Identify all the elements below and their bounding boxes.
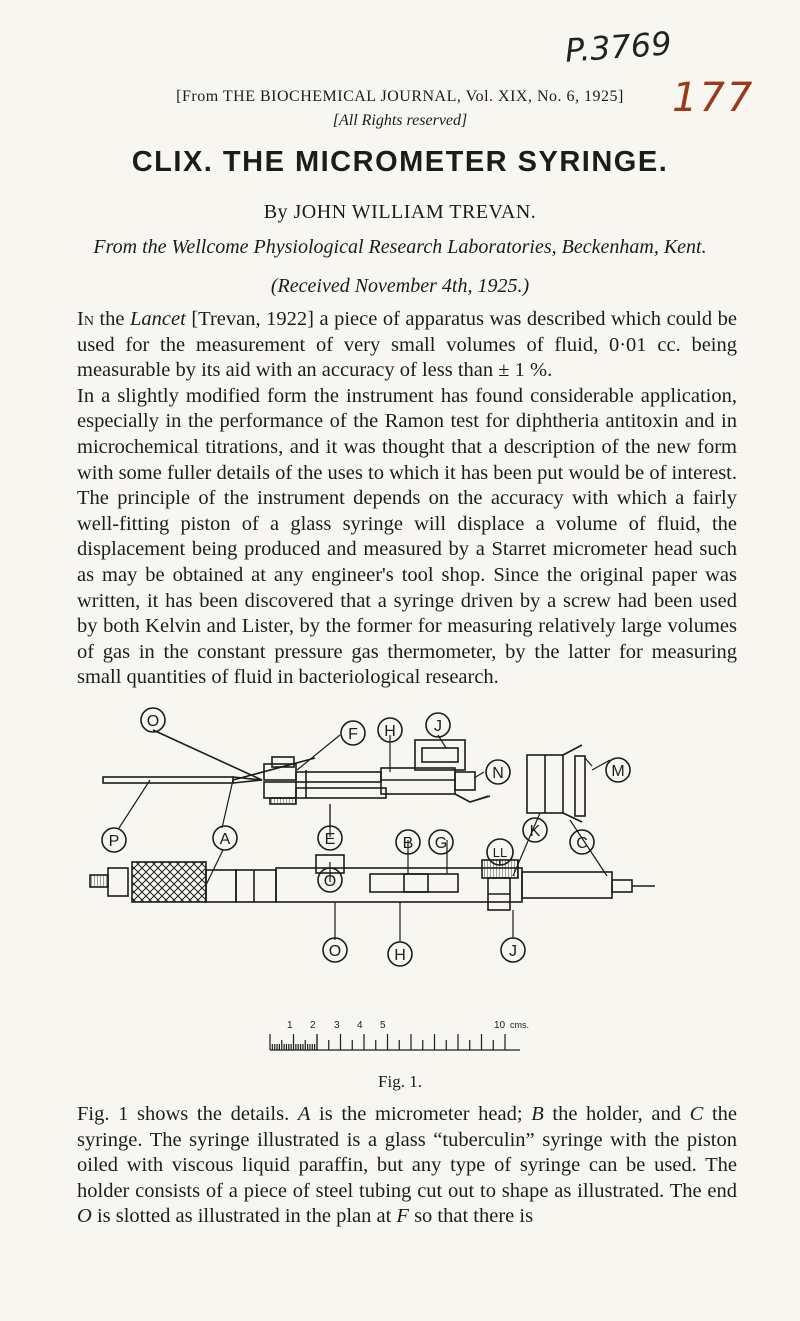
svg-text:K: K <box>529 823 541 840</box>
scale-end-label: 10 <box>494 1020 506 1031</box>
svg-text:M: M <box>611 763 625 780</box>
syringe-diagram <box>70 700 730 1070</box>
scale-bar <box>270 1020 529 1050</box>
handwritten-reference: P.3769 <box>563 24 673 70</box>
svg-text:LL: LL <box>492 845 508 860</box>
svg-text:O: O <box>146 713 160 730</box>
scale-tick-label: 3 <box>334 1020 340 1031</box>
part-ref: B <box>531 1103 544 1125</box>
text-run: is slotted as illustrated in the plan at <box>91 1205 397 1228</box>
paragraph-2 <box>77 1102 737 1230</box>
svg-text:F: F <box>348 726 358 743</box>
text-run: [Trevan, 1922] a piece of apparatus was described which could be used for the measurement of very small volumes of fluid, 0·01 cc. being measurable by its aid with an accuracy of less than ± 1 %. <box>77 308 737 382</box>
svg-text:H: H <box>384 723 396 740</box>
figure-caption: Fig. 1. <box>378 1072 422 1091</box>
part-ref: O <box>77 1205 92 1228</box>
scale-tick-label: 2 <box>310 1020 316 1031</box>
lead-word: In <box>77 308 94 330</box>
label-H-bottom <box>388 942 412 966</box>
scale-tick-label: 4 <box>357 1020 363 1031</box>
label-N <box>486 760 510 784</box>
svg-text:O: O <box>323 873 337 890</box>
svg-text:P: P <box>108 833 120 850</box>
label-P <box>102 828 126 852</box>
svg-text:O: O <box>328 943 342 960</box>
svg-text:J: J <box>434 718 442 735</box>
side-leaders <box>206 804 513 942</box>
label-M <box>606 758 630 782</box>
label-H-top <box>378 718 402 742</box>
svg-text:E: E <box>324 831 336 848</box>
label-J-bottom <box>501 938 525 962</box>
journal-name: Lancet <box>130 308 186 330</box>
part-ref: F <box>396 1205 409 1228</box>
text-run: the holder, and <box>543 1103 690 1125</box>
svg-text:J: J <box>509 943 517 960</box>
text-run: the syringe. The syringe illustrated is a glass “tuberculin” syringe with the piston oiled with viscous liquid paraffin, but any type of syringe can be used. The holder consists of a piece of steel tubing cut out to shape as illustrated. The end <box>77 1103 737 1202</box>
journal-source: [From THE BIOCHEMICAL JOURNAL, Vol. XIX, No. 6, 1925] <box>176 88 624 105</box>
plan-view <box>103 712 585 822</box>
svg-text:N: N <box>492 765 504 782</box>
label-B <box>396 830 420 854</box>
label-O-top <box>141 708 165 732</box>
affiliation-line: From the Wellcome Physiological Research Laboratories, Beckenham, Kent. <box>93 236 707 258</box>
label-C <box>570 830 594 854</box>
label-J-top <box>426 713 450 737</box>
text-run: the <box>93 308 131 330</box>
label-G <box>429 830 453 854</box>
svg-text:A: A <box>219 831 231 848</box>
received-date: (Received November 4th, 1925.) <box>270 275 530 297</box>
article-title: CLIX. THE MICROMETER SYRINGE. <box>131 146 669 178</box>
scale-unit: cms. <box>510 1020 529 1030</box>
text-run: so that there is <box>408 1205 534 1228</box>
side-view <box>90 855 655 910</box>
rights-notice: [All Rights reserved] <box>332 112 468 129</box>
scale-tick-label: 1 <box>287 1020 293 1031</box>
label-A <box>213 826 237 850</box>
part-ref: A <box>297 1103 311 1125</box>
svg-text:B: B <box>402 835 414 852</box>
plan-leaders <box>119 735 610 876</box>
label-F <box>341 721 365 745</box>
svg-text:H: H <box>394 947 406 964</box>
handwritten-number: 177 <box>672 75 755 121</box>
text-run: is the micrometer head; <box>310 1103 532 1125</box>
paragraph-1 <box>77 307 737 691</box>
text-run: Fig. 1 shows the details. <box>77 1103 298 1125</box>
label-O-bottom <box>323 938 347 962</box>
scale-tick-label: 5 <box>380 1020 386 1031</box>
author-line: By JOHN WILLIAM TREVAN. <box>263 201 537 223</box>
text-run: In a slightly modified form the instrument has found considerable application, especially in the performance of the Ramon test for diphtheria antitoxin and in microchemical titrations, and it was thought that a description of the new form with some fuller details of the uses to which it has been put would be of interest. The principle of the instrument depends on the accuracy with which a fairly well-fitting piston of a glass syringe will displace a volume of fluid, the displacement being produced and measured by a Starret micrometer head such as may be obtained at any engineer's tool shop. Since the original paper was written, it has been discovered that a syringe driven by a screw had been used by both Kelvin and Lister, by the former for measuring relatively large volumes of gas in the constant pressure gas thermometer, by the latter for measuring small quantities of fluid in bacteriological research. <box>77 384 737 689</box>
label-K <box>523 818 547 842</box>
svg-text:C: C <box>576 835 588 852</box>
svg-text:G: G <box>434 835 448 852</box>
part-labels <box>102 708 630 966</box>
part-ref: C <box>689 1103 704 1125</box>
